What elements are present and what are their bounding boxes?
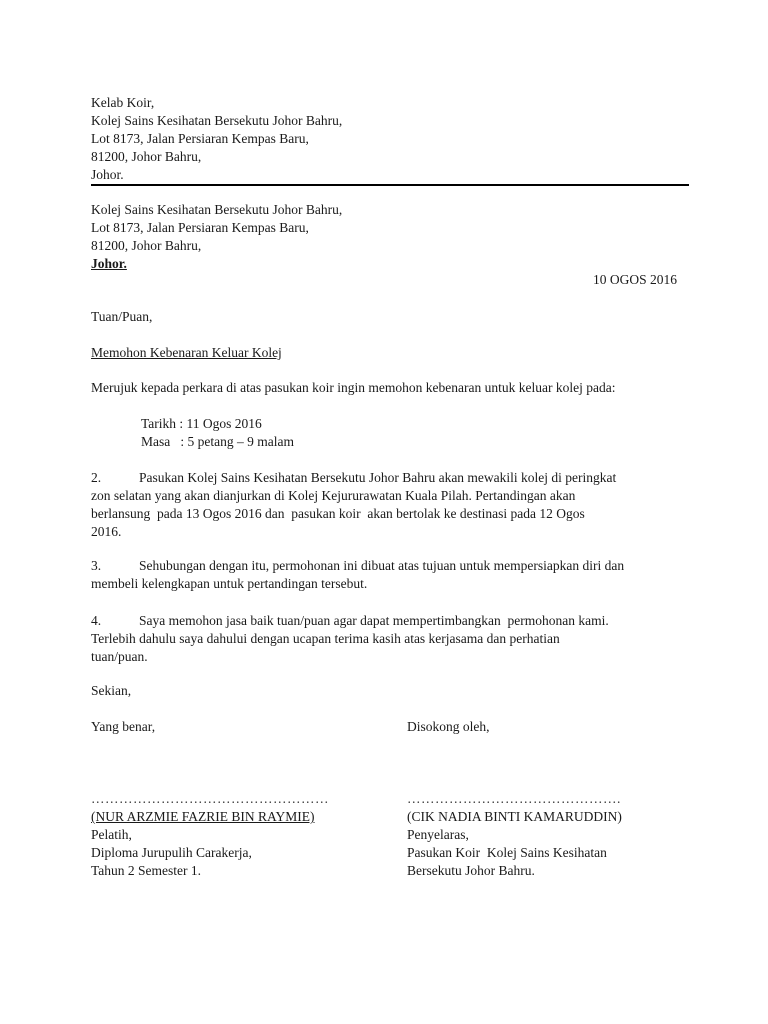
paragraph-number: 3. xyxy=(91,558,102,573)
detail-time: Masa : 5 petang – 9 malam xyxy=(141,434,294,449)
header-divider xyxy=(91,184,689,186)
signatory-name: (NUR ARZMIE FAZRIE BIN RAYMIE) xyxy=(91,809,315,824)
signature-left-block xyxy=(91,790,329,880)
signature-dotted-line: ………………………………………. xyxy=(407,791,621,806)
signatory-title: Diploma Jurupulih Carakerja, xyxy=(91,845,252,860)
sender-line: 81200, Johor Bahru, xyxy=(91,149,202,164)
signature-right-block xyxy=(407,790,622,880)
paragraph-text: Sehubungan dengan itu, permohonan ini dibuat atas tujuan untuk mempersiapkan diri dan xyxy=(139,558,625,573)
recipient-line: 81200, Johor Bahru, xyxy=(91,238,202,253)
letter-date: 10 OGOS 2016 xyxy=(592,272,677,287)
recipient-line: Kolej Sains Kesihatan Bersekutu Johor Bahru, xyxy=(91,202,343,217)
paragraph-text: Terlebih dahulu saya dahului dengan ucapan terima kasih atas kerjasama dan perhatian xyxy=(91,631,560,646)
visit-details xyxy=(141,415,294,451)
sender-address xyxy=(91,94,342,184)
signature-dotted-line: …………………………………………… xyxy=(91,791,329,806)
paragraph-number: 4. xyxy=(91,613,102,628)
recipient-address xyxy=(91,201,342,273)
sender-line: Kelab Koir, xyxy=(91,95,155,110)
intro-paragraph: Merujuk kepada perkara di atas pasukan koir ingin memohon kebenaran untuk keluar kolej pada: xyxy=(91,380,616,395)
signature-heading: Disokong oleh, xyxy=(407,719,490,734)
paragraph-text: 2016. xyxy=(91,524,122,539)
paragraph-text: membeli kelengkapan untuk pertandingan tersebut. xyxy=(91,576,368,591)
signatory-title: Bersekutu Johor Bahru. xyxy=(407,863,535,878)
detail-date: Tarikh : 11 Ogos 2016 xyxy=(141,416,262,431)
salutation: Tuan/Puan, xyxy=(91,309,153,324)
paragraph-text: Pasukan Kolej Sains Kesihatan Bersekutu Johor Bahru akan mewakili kolej di peringkat xyxy=(139,470,617,485)
paragraph-2 xyxy=(91,469,681,541)
paragraph-text: zon selatan yang akan dianjurkan di Kolej Kejururawatan Kuala Pilah. Pertandingan akan xyxy=(91,488,576,503)
sender-line: Lot 8173, Jalan Persiaran Kempas Baru, xyxy=(91,131,309,146)
signature-heading: Yang benar, xyxy=(91,719,156,734)
signature-left xyxy=(91,718,155,736)
signatory-title: Pelatih, xyxy=(91,827,132,842)
signatory-title: Tahun 2 Semester 1. xyxy=(91,863,202,878)
sender-line: Johor. xyxy=(91,167,124,182)
signature-right xyxy=(407,718,490,736)
signatory-title: Penyelaras, xyxy=(407,827,469,842)
recipient-line: Lot 8173, Jalan Persiaran Kempas Baru, xyxy=(91,220,309,235)
paragraph-text: tuan/puan. xyxy=(91,649,148,664)
paragraph-number: 2. xyxy=(91,470,102,485)
paragraph-3 xyxy=(91,557,681,593)
sender-line: Kolej Sains Kesihatan Bersekutu Johor Bahru, xyxy=(91,113,343,128)
subject-line: Memohon Kebenaran Keluar Kolej xyxy=(91,345,282,360)
paragraph-text: berlansung pada 13 Ogos 2016 dan pasukan koir akan bertolak ke destinasi pada 12 Ogos xyxy=(91,506,585,521)
signatory-title: Pasukan Koir Kolej Sains Kesihatan xyxy=(407,845,607,860)
signatory-name: (CIK NADIA BINTI KAMARUDDIN) xyxy=(407,809,622,824)
paragraph-text: Saya memohon jasa baik tuan/puan agar dapat mempertimbangkan permohonan kami. xyxy=(139,613,609,628)
closing: Sekian, xyxy=(91,683,132,698)
paragraph-4 xyxy=(91,612,681,666)
recipient-state: Johor. xyxy=(91,256,127,271)
